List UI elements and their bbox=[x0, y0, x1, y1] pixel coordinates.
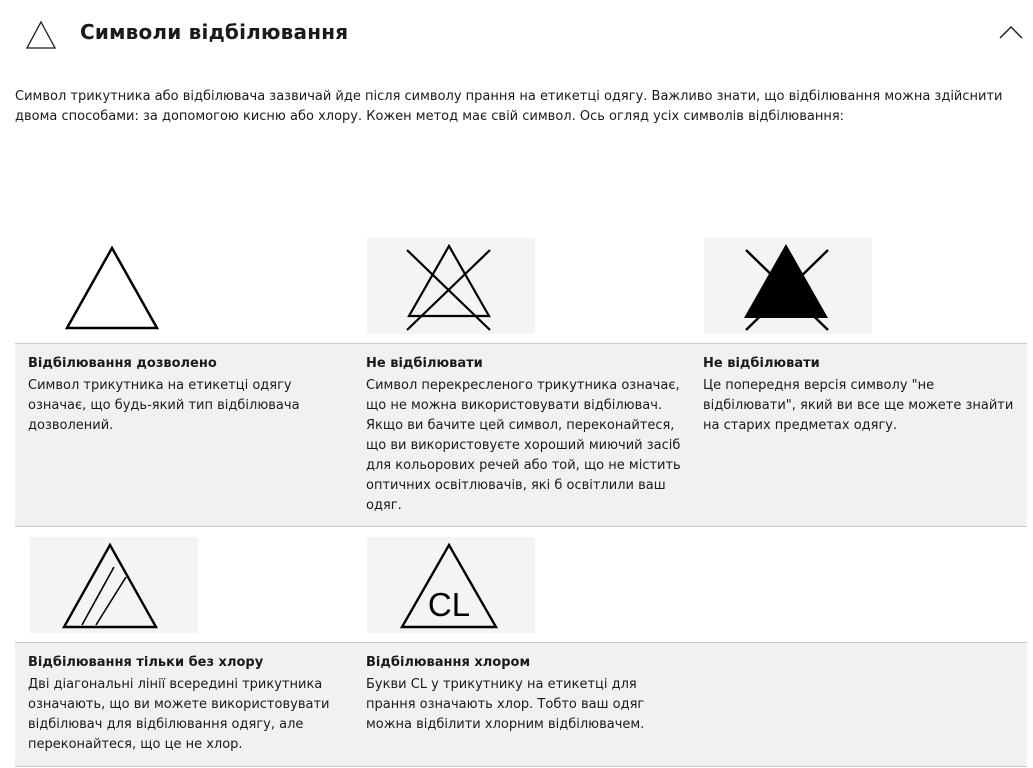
chevron-up-icon[interactable] bbox=[998, 24, 1024, 40]
symbols-row-2 bbox=[15, 642, 1027, 767]
do-not-bleach-filled-icon bbox=[704, 238, 872, 334]
chlorine-bleach-icon bbox=[367, 537, 535, 633]
symbol-card bbox=[28, 643, 348, 755]
symbol-title: Не відбілювати bbox=[703, 356, 820, 371]
symbol-card bbox=[703, 344, 1018, 436]
symbol-title: Не відбілювати bbox=[366, 356, 483, 371]
do-not-bleach-crossed-icon bbox=[367, 238, 535, 334]
section-title: Символи відбілювання bbox=[80, 20, 349, 44]
accordion-header[interactable] bbox=[0, 0, 1033, 70]
symbol-description: Символ трикутника на етикетці одягу означає, що будь-який тип відбілювача дозволений. bbox=[28, 378, 300, 433]
symbol-description: Символ перекресленого трикутника означає, що не можна використовувати відбілювач. Якщо ви бачите цей символ, переконайтеся, що ви використовуєте хороший миючий засіб для кольорових речей або той, що не містить оптичних освітлювачів, які б освітлили ваш одяг. bbox=[366, 378, 681, 513]
symbol-card bbox=[366, 344, 681, 516]
non-chlorine-bleach-icon bbox=[30, 537, 198, 633]
symbol-card bbox=[28, 344, 348, 436]
symbols-row-1 bbox=[15, 343, 1027, 527]
intro-text: Символ трикутника або відбілювача зазвичай йде після символу прання на етикетці одягу. Важливо знати, що відбілювання можна здійснити двома способами: за допомогою кисню або хлору. Кожен метод має свій символ. Ось огляд усіх символів відбілювання: bbox=[15, 89, 1003, 124]
symbol-title: Відбілювання дозволено bbox=[28, 356, 217, 371]
symbol-description: Дві діагональні лінії всередині трикутника означають, що ви можете використовувати відбілювач для відбілювання одягу, але переконайтеся, що це не хлор. bbox=[28, 677, 330, 752]
symbol-cl-text: CL bbox=[427, 586, 471, 623]
triangle-outline-icon bbox=[25, 20, 57, 50]
symbol-card bbox=[366, 643, 681, 735]
symbol-description: Букви CL у трикутнику на етикетці для прання означають хлор. Тобто ваш одяг можна відбілити хлорним відбілювачем. bbox=[366, 677, 645, 732]
symbol-description: Це попередня версія символу "не відбілювати", який ви все ще можете знайти на старих предметах одягу. bbox=[703, 378, 1014, 433]
symbol-title: Відбілювання хлором bbox=[366, 655, 531, 670]
symbol-title: Відбілювання тільки без хлору bbox=[28, 655, 264, 670]
bleach-allowed-icon bbox=[30, 238, 198, 334]
